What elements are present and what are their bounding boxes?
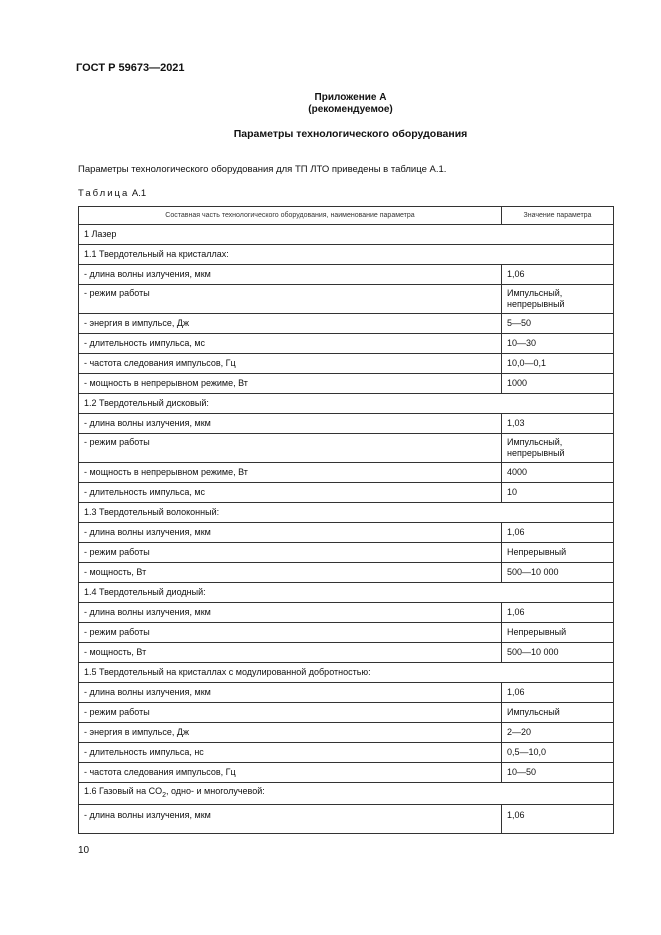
table-row [79,285,614,314]
label-prefix: 1.6 Газовый на CO [84,786,163,796]
parameter-name: - длительность импульса, мс [79,483,502,503]
parameter-name: - частота следования импульсов, Гц [79,763,502,783]
parameter-name: - длина волны излучения, мкм [79,804,502,833]
parameters-table [78,206,614,834]
parameter-value: 2—20 [502,723,614,743]
parameter-name: - энергия в импульсе, Дж [79,723,502,743]
section-row-label: 1.2 Твердотельный дисковый: [79,394,614,414]
parameter-name: - режим работы [79,543,502,563]
label-subscript: 2 [162,791,166,799]
parameter-value: 1,03 [502,414,614,434]
parameter-value: 5—50 [502,314,614,334]
table-row [79,334,614,354]
section-title: Параметры технологического оборудования [233,128,468,140]
parameter-value: 1,06 [502,265,614,285]
parameter-value: 10 [502,483,614,503]
table-body [79,225,614,834]
parameter-value: 1,06 [502,523,614,543]
document-code: ГОСТ Р 59673—2021 [76,62,185,74]
parameter-name: - режим работы [79,434,502,463]
table-caption [78,188,146,199]
section-row-label: 1 Лазер [79,225,614,245]
parameter-value: 1000 [502,374,614,394]
page-number: 10 [78,845,90,856]
table-caption-number: А.1 [131,188,147,199]
parameter-value: Импульсный, непрерывный [502,285,614,314]
parameter-name: - мощность, Вт [79,563,502,583]
parameter-value: 10,0—0,1 [502,354,614,374]
parameter-name: - длина волны излучения, мкм [79,683,502,703]
table-row [79,703,614,723]
table-row [79,743,614,763]
table-row [79,543,614,563]
section-row-label: 1.1 Твердотельный на кристаллах: [79,245,614,265]
parameter-name: - длительность импульса, мс [79,334,502,354]
table-row [79,225,614,245]
parameter-name: - режим работы [79,285,502,314]
table-row [79,414,614,434]
table-row [79,354,614,374]
parameter-name: - мощность, Вт [79,643,502,663]
parameter-value: Импульсный [502,703,614,723]
table-row [79,804,614,833]
parameter-value: 500—10 000 [502,563,614,583]
table-row [79,643,614,663]
table-row [79,623,614,643]
table-row [79,374,614,394]
table-row [79,583,614,603]
parameter-value: 1,06 [502,804,614,833]
table-row [79,723,614,743]
table-row [79,463,614,483]
table-row [79,763,614,783]
table-row [79,523,614,543]
parameter-value: Непрерывный [502,543,614,563]
parameter-name: - режим работы [79,623,502,643]
section-row-label: 1.3 Твердотельный волоконный: [79,503,614,523]
header-component: Составная часть технологического оборудования, наименование параметра [79,207,502,225]
section-row-label [79,783,614,805]
parameter-name: - мощность в непрерывном режиме, Вт [79,463,502,483]
table-row [79,394,614,414]
appendix-heading [0,92,661,116]
parameter-value: 10—50 [502,763,614,783]
parameter-name: - длина волны излучения, мкм [79,414,502,434]
intro-paragraph: Параметры технологического оборудования для ТП ЛТО приведены в таблице А.1. [78,164,447,175]
table-row [79,503,614,523]
parameter-value: 0,5—10,0 [502,743,614,763]
parameter-value: 1,06 [502,683,614,703]
parameter-value: 500—10 000 [502,643,614,663]
parameter-value: 1,06 [502,603,614,623]
table-header-row [79,207,614,225]
parameter-name: - длительность импульса, нс [79,743,502,763]
table-row [79,603,614,623]
table-caption-word: Таблица [78,188,130,199]
table-row [79,683,614,703]
section-row-label: 1.5 Твердотельный на кристаллах с модулированной добротностью: [79,663,614,683]
parameter-name: - режим работы [79,703,502,723]
table-row [79,434,614,463]
parameter-value: 4000 [502,463,614,483]
appendix-subtitle: (рекомендуемое) [308,104,393,115]
header-value: Значение параметра [502,207,614,225]
parameter-value: Импульсный, непрерывный [502,434,614,463]
table-row [79,245,614,265]
parameter-name: - длина волны излучения, мкм [79,603,502,623]
table-row [79,563,614,583]
section-row-label: 1.4 Твердотельный диодный: [79,583,614,603]
table-row [79,663,614,683]
parameter-name: - длина волны излучения, мкм [79,265,502,285]
table-row [79,483,614,503]
parameter-name: - мощность в непрерывном режиме, Вт [79,374,502,394]
table-row [79,265,614,285]
parameter-value: Непрерывный [502,623,614,643]
table-row [79,314,614,334]
parameter-value: 10—30 [502,334,614,354]
label-suffix: , одно- и многолучевой: [165,786,265,796]
table-row [79,783,614,805]
parameter-name: - энергия в импульсе, Дж [79,314,502,334]
parameter-name: - частота следования импульсов, Гц [79,354,502,374]
parameter-name: - длина волны излучения, мкм [79,523,502,543]
appendix-title: Приложение А [314,92,387,103]
